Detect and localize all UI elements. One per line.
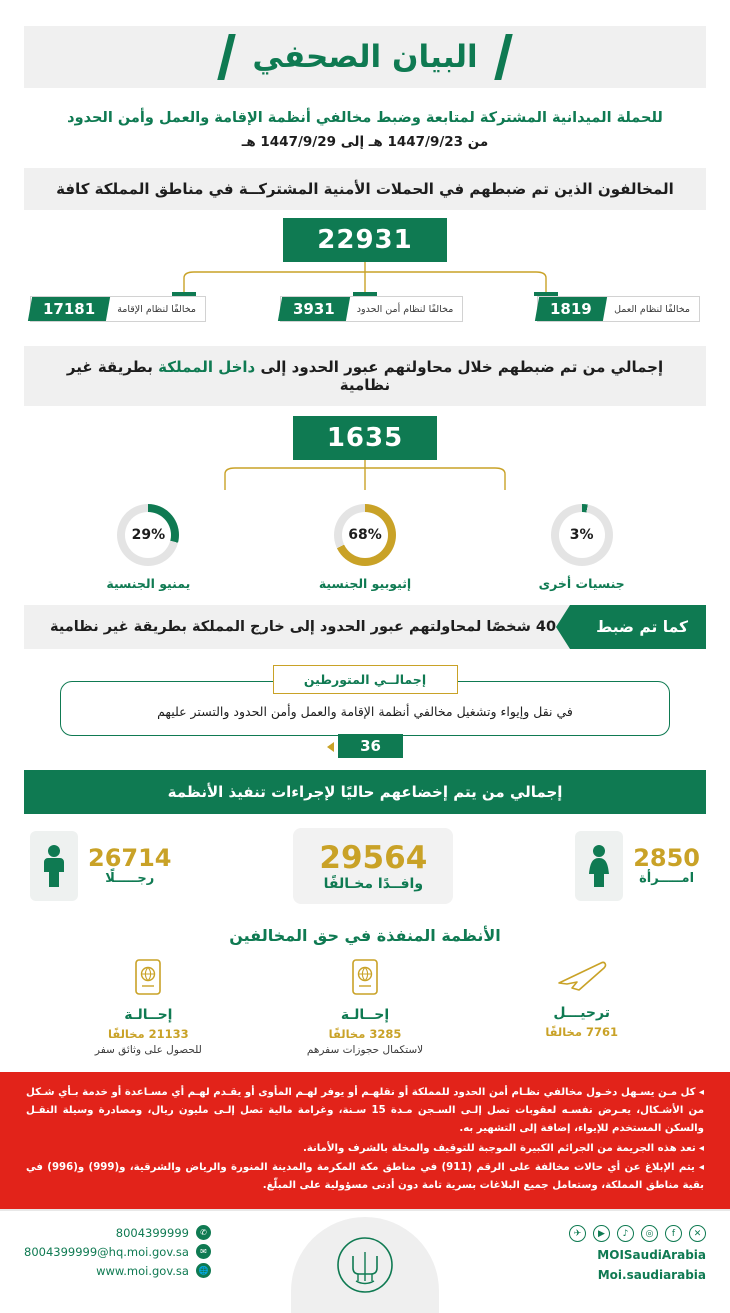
female-icon	[575, 831, 623, 901]
youtube-icon[interactable]: ▶	[593, 1225, 610, 1242]
mail-icon: ✉	[196, 1244, 211, 1259]
section5-stats	[30, 828, 700, 904]
reg-deportation-count: 7761 مخالفًا	[545, 1025, 618, 1039]
infographic-page	[0, 26, 730, 1306]
branch-residency-law-value: 17181	[28, 297, 110, 321]
section1-total-wrap	[24, 210, 706, 262]
section4-description: في نقل وإيواء وتشغيل مخالفي أنظمة الإقامة والعمل وأمن الحدود والتستر عليهم	[157, 704, 573, 719]
donut-other-label: جنسيات أخرى	[538, 576, 625, 591]
stat-women	[575, 831, 700, 901]
footer-contact	[24, 1225, 211, 1282]
telegram-icon[interactable]: ✈	[569, 1225, 586, 1242]
reg-item-travel-docs	[61, 957, 236, 1056]
arrow-left-icon	[327, 742, 334, 752]
contact-phone-row[interactable]	[24, 1225, 211, 1240]
warning-line-2: ◂ تعد هذه الجريمة من الجرائم الكبيرة الموجبة للتوقيف والمخلة بالشرف والأمانة.	[302, 1142, 704, 1154]
branch-work-law-value: 1819	[535, 297, 607, 321]
section2-total: 1635	[293, 416, 437, 460]
stat-men	[30, 831, 172, 901]
reg-item-deportation	[494, 957, 669, 1056]
section3-text-strong: خارج المملكة	[192, 619, 285, 635]
stat-men-number: 26714	[88, 843, 172, 872]
facebook-icon[interactable]: f	[665, 1225, 682, 1242]
contact-website-row[interactable]	[24, 1263, 211, 1278]
reg-booking-title: إحــالـة	[340, 1007, 390, 1023]
donut-other-pct: 3%	[569, 527, 594, 543]
reg-item-booking	[278, 957, 453, 1056]
section1-branches	[24, 296, 706, 322]
section4-involved	[60, 665, 670, 758]
section1-band: المخالفون الذين تم ضبطهم في الحملات الأمنية المشتركــة في مناطق المملكة كافة	[24, 168, 706, 210]
section3-band	[24, 605, 706, 649]
reg-travel-docs-count: 21133 مخالفًا	[108, 1027, 189, 1041]
section1-total: 22931	[283, 218, 446, 262]
donut-other-ring	[551, 504, 613, 566]
section3-text-post: بطريقة غير نظامية	[50, 619, 192, 635]
donut-ethiopian-label: إثيوبيو الجنسية	[318, 576, 412, 591]
phone-icon: ✆	[196, 1225, 211, 1240]
section1-connector-lines	[24, 262, 706, 296]
passport-icon	[278, 957, 453, 999]
slash-decoration-left	[218, 34, 236, 80]
section3-text-pre: شخصًا لمحاولتهم عبور الحدود إلى	[284, 619, 536, 635]
social-handle-secondary: Moi.saudiarabia	[597, 1268, 706, 1283]
section4-title: إجمالــي المتورطين	[273, 665, 458, 694]
donut-yemeni-ring	[117, 504, 179, 566]
branch-border-law-label: مخالفًا لنظام أمن الحدود	[356, 303, 454, 315]
donut-other-nationalities	[507, 504, 657, 591]
stat-women-number: 2850	[633, 843, 700, 872]
branch-residency-law-label: مخالفًا لنظام الإقامة	[117, 303, 196, 315]
page-header	[24, 26, 706, 88]
reg-travel-docs-title: إحــالـة	[124, 1007, 173, 1023]
reg-booking-note: لاستكمال حجوزات سفرهم	[306, 1044, 424, 1056]
tiktok-icon[interactable]: ♪	[617, 1225, 634, 1242]
donut-yemeni-label: يمنيو الجنسية	[106, 576, 191, 591]
section6-items	[40, 957, 690, 1056]
reg-booking-count: 3285 مخالفًا	[328, 1027, 402, 1041]
contact-phone: 8004399999	[115, 1225, 189, 1240]
branch-work-law	[537, 296, 700, 322]
section2-band	[24, 346, 706, 406]
slash-decoration-right	[494, 34, 512, 80]
section2-band-strong: داخل المملكة	[158, 358, 256, 376]
subtitle-line-2: من 1447/9/23 هـ إلى 1447/9/29 هـ	[241, 134, 489, 150]
airplane-icon	[494, 957, 669, 997]
social-icons[interactable]	[569, 1225, 706, 1242]
reg-deportation-title: ترحيـــل	[553, 1005, 610, 1021]
section5-band: إجمالي من يتم إخضاعهم حاليًا لإجراءات تنفيذ الأنظمة	[24, 770, 706, 814]
section2-band-post: بطريقة غير نظامية	[66, 358, 391, 394]
donut-yemeni	[73, 504, 223, 591]
social-handle-primary: MOISaudiArabia	[597, 1248, 706, 1263]
reg-travel-docs-note: للحصول على وثائق سفر	[94, 1044, 202, 1056]
footer-social	[569, 1225, 706, 1282]
contact-email: 8004399999@hq.moi.gov.sa	[24, 1244, 189, 1259]
contact-website: www.moi.gov.sa	[96, 1263, 189, 1278]
warning-block	[0, 1072, 730, 1209]
stat-total-violators	[293, 828, 453, 904]
page-title: البيان الصحفي	[252, 39, 478, 75]
section3-count: 40	[535, 619, 557, 635]
section2-donuts	[40, 504, 690, 591]
page-footer	[0, 1209, 730, 1313]
branch-residency-law	[30, 296, 206, 322]
donut-ethiopian-pct: 68%	[348, 527, 382, 543]
stat-total-label: وافــدًا مخـالفًا	[323, 876, 424, 892]
branch-border-law	[280, 296, 463, 322]
donut-ethiopian-ring	[334, 504, 396, 566]
stat-women-text	[633, 843, 700, 887]
section2-total-wrap	[0, 416, 730, 460]
warning-line-1: ◂ كل مـن يسـهل دخـول مخالفي نظـام أمن الحدود للمملكة أو نقلهـم أو يوفر لهـم المأوى أو يقـدم لهـم أي مسـاعدة أو خدمة بـأي شـكل من الأشـكال، يعـرض نفسـه لعقوبات تصل إلـى السـجن مـدة 15 سـنة، وغرامة مالية تصل إلـى مليون ريال، ومصادرة وسيلة النقـل والسكن المستخدم للإيواء، إضافة إلى التشهير به.	[26, 1087, 704, 1134]
instagram-icon[interactable]: ◎	[641, 1225, 658, 1242]
section3-ribbon: كما تم ضبط	[570, 605, 706, 649]
stat-men-text	[88, 843, 172, 887]
subtitle-line-1: للحملة الميدانية المشتركة لمتابعة وضبط مخالفي أنظمة الإقامة والعمل وأمن الحدود	[67, 110, 663, 126]
section4-count: 36	[338, 734, 403, 758]
section3-text	[36, 619, 570, 635]
section4-count-row	[60, 736, 670, 758]
warning-line-3: ◂ يتم الإبلاغ عن أي حالات مخالفة على الرقم (911) في مناطق مكة المكرمة والمدينة المنورة والرياض والشرقية، و(999) و(996) في بقية مناطق المملكة، وستعامل جميع البلاغات بسرية تامة دون أدنى مسؤولية على المبلّغ.	[26, 1162, 704, 1192]
globe-icon: 🌐	[196, 1263, 211, 1278]
branch-work-law-label: مخالفًا لنظام العمل	[614, 303, 690, 315]
section2-band-pre: إجمالي من تم ضبطهم خلال محاولتهم عبور الحدود إلى	[255, 358, 664, 376]
x-icon[interactable]: ✕	[689, 1225, 706, 1242]
section1-chart	[24, 210, 706, 328]
stat-total-number: 29564	[319, 840, 428, 876]
stat-women-label: امـــــرأة	[639, 871, 695, 887]
donut-ethiopian	[290, 504, 440, 591]
branch-border-law-value: 3931	[278, 297, 350, 321]
section6-title: الأنظمة المنفذة في حق المخالفين	[229, 926, 501, 945]
passport-icon	[61, 957, 236, 999]
donut-yemeni-pct: 29%	[131, 527, 166, 543]
section2-connector-lines	[115, 460, 615, 494]
stat-men-label: رجـــــلًا	[105, 871, 155, 887]
contact-email-row[interactable]	[24, 1244, 211, 1259]
male-icon	[30, 831, 78, 901]
